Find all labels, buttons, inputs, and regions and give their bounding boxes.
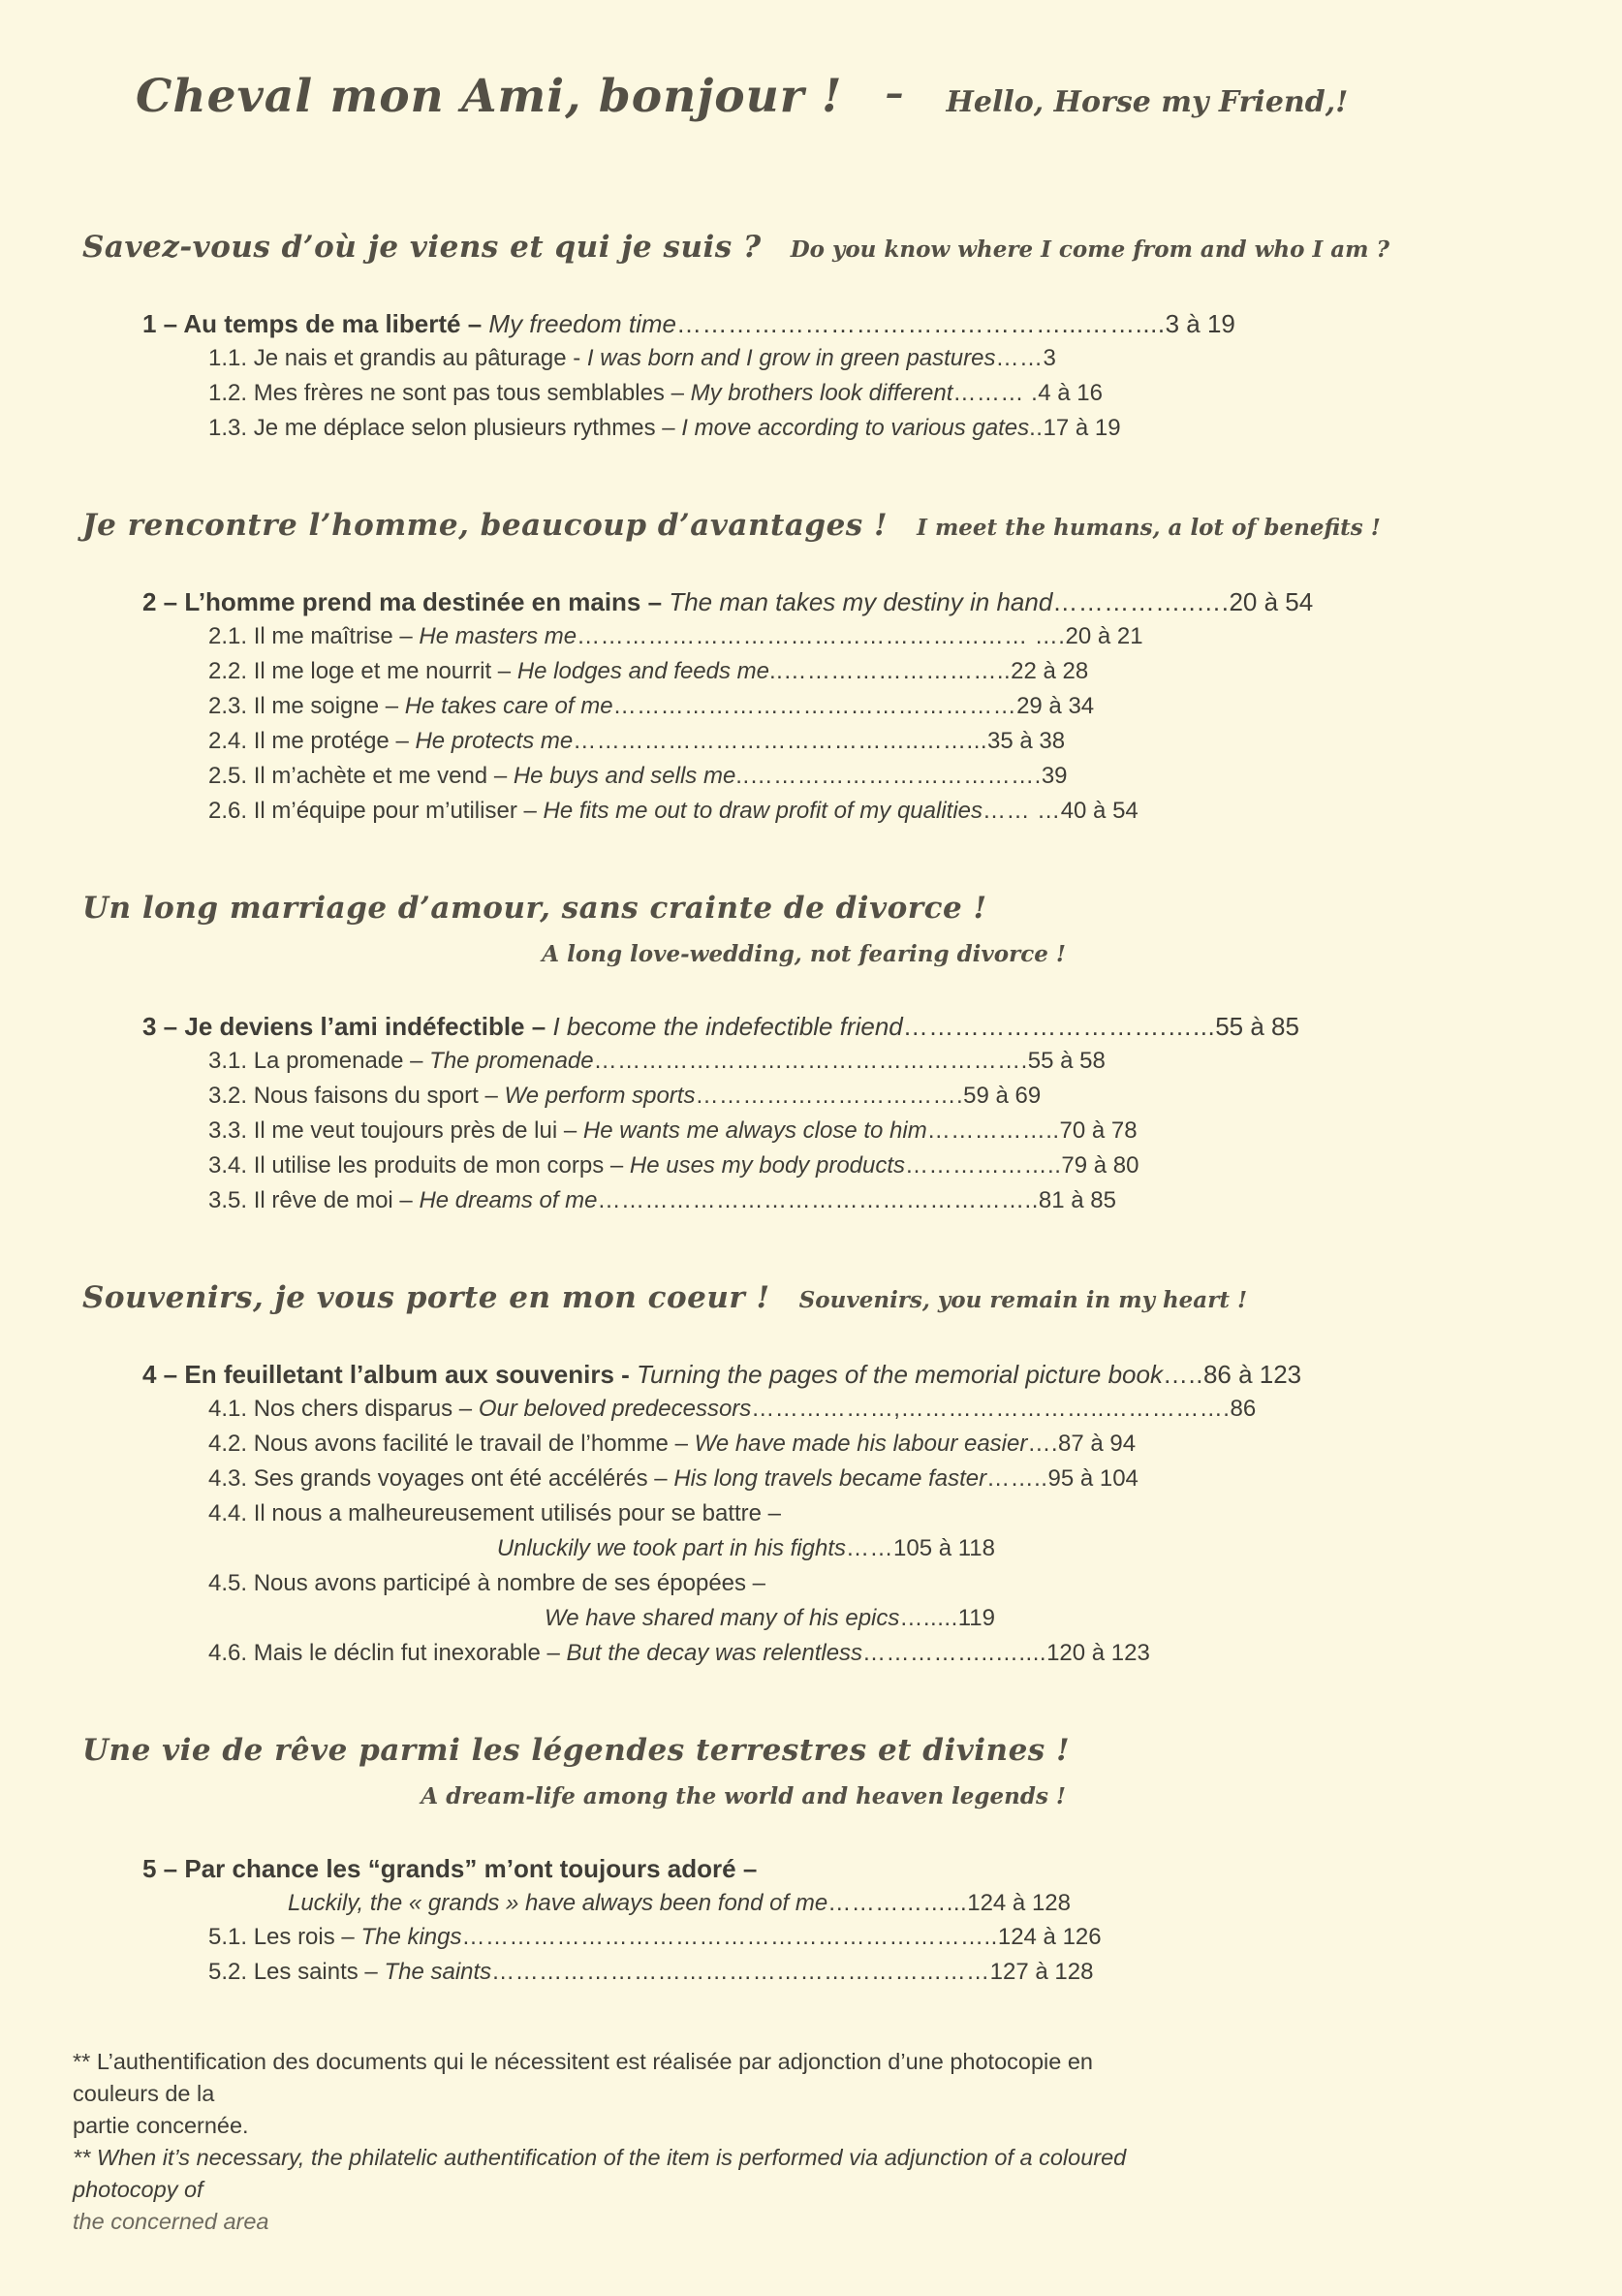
- item-fr: Nous faisons du sport –: [253, 1083, 498, 1109]
- item-en: Our beloved predecessors: [478, 1396, 752, 1422]
- chapter-2-line: [142, 585, 1583, 619]
- item-fr: Ses grands voyages ont été accélérés –: [253, 1465, 668, 1492]
- footnote-en-line-2: the concerned area: [73, 2209, 269, 2234]
- page-title: [136, 70, 1583, 123]
- section-3-heading-en: A long love-wedding, not fearing divorce !: [542, 941, 1066, 967]
- item-en: He uses my body products: [629, 1152, 906, 1179]
- leader-dots: ……: [846, 1535, 893, 1561]
- section-2-heading-en: I meet the humans, a lot of benefits !: [917, 515, 1381, 541]
- item-num: 1.3.: [208, 415, 248, 441]
- item-en: The promenade: [429, 1048, 594, 1074]
- item-fr: Je me déplace selon plusieurs rythmes –: [253, 415, 675, 441]
- item-en: Unluckily we took part in his fights: [496, 1535, 846, 1561]
- item-en: His long travels became faster: [673, 1465, 987, 1492]
- leader-dots: ……… .: [952, 380, 1039, 406]
- toc-item-4-5-continuation: [208, 1601, 995, 1636]
- section-4-heading: [82, 1280, 1583, 1315]
- item-pages: 40 à 54: [1060, 798, 1139, 824]
- chapter-5-line: [142, 1852, 1583, 1920]
- toc-item-1-2: [208, 376, 1583, 411]
- leader-dots: ……………………………………………: [612, 693, 1017, 719]
- item-num: 2.6.: [208, 798, 248, 824]
- chapter-5-pages: 124 à 128: [967, 1890, 1071, 1916]
- item-fr: Les saints –: [253, 1959, 378, 1985]
- toc-item-1-3: [208, 411, 1583, 446]
- chapter-2-en: The man takes my destiny in hand: [669, 587, 1053, 616]
- toc-item-4-2: [208, 1427, 1583, 1462]
- item-en: We have made his labour easier: [694, 1431, 1028, 1457]
- toc-section-1: [82, 230, 1583, 446]
- toc-item-3-4: [208, 1148, 1583, 1183]
- item-fr: Il m’achète et me vend –: [253, 763, 508, 789]
- item-fr: Il me maîtrise –: [253, 623, 413, 649]
- leader-dots: ……………..…....: [862, 1640, 1047, 1666]
- chapter-2-pages: 20 à 54: [1229, 587, 1314, 616]
- section-1-heading-en: Do you know where I come from and who I am ?: [790, 236, 1389, 263]
- item-num: 4.5.: [208, 1570, 248, 1596]
- toc-item-3-2: [208, 1079, 1583, 1114]
- chapter-5-label: 5 – Par chance les “grands” m’ont toujours adoré –: [142, 1854, 758, 1883]
- item-en: We have shared many of his epics: [544, 1605, 900, 1631]
- item-pages: 55 à 58: [1027, 1048, 1106, 1074]
- section-2-heading: [82, 508, 1583, 543]
- item-num: 3.2.: [208, 1083, 248, 1109]
- item-fr: Il nous a malheureusement utilisés pour se battre –: [253, 1500, 782, 1526]
- item-pages: 86: [1230, 1396, 1257, 1422]
- leader-dots: ..………………………..: [769, 658, 1012, 684]
- leader-dots: ………………,……………………..…………….: [751, 1396, 1231, 1422]
- item-en: He lodges and feeds me: [516, 658, 769, 684]
- item-pages: 105 à 118: [893, 1535, 995, 1561]
- footnote-fr-line-2: partie concernée.: [73, 2113, 249, 2138]
- chapter-5-continuation: [142, 1886, 1071, 1920]
- leader-dots: ……………..: [926, 1117, 1060, 1144]
- toc-item-3-5: [208, 1183, 1583, 1218]
- chapter-3-line: [142, 1010, 1583, 1044]
- item-fr: Il utilise les produits de mon corps –: [253, 1152, 624, 1179]
- toc-item-2-2: [208, 654, 1583, 689]
- item-num: 3.1.: [208, 1048, 248, 1074]
- item-pages: 120 à 123: [1046, 1640, 1150, 1666]
- item-num: 1.1.: [208, 345, 248, 371]
- toc-item-3-1: [208, 1044, 1583, 1079]
- toc-section-5: [82, 1733, 1583, 1990]
- item-en: But the decay was relentless: [566, 1640, 863, 1666]
- item-en: My brothers look different: [690, 380, 953, 406]
- item-pages: 39: [1041, 763, 1068, 789]
- toc-item-2-5: [208, 759, 1583, 794]
- item-pages: 22 à 28: [1011, 658, 1089, 684]
- leader-dots: ………………………………………………………: [491, 1959, 990, 1985]
- toc-item-5-1: [208, 1920, 1583, 1955]
- item-en: He dreams of me: [419, 1187, 598, 1213]
- leader-dots: ………………………………………………..: [597, 1187, 1039, 1213]
- item-fr: Nous avons facilité le travail de l’homme –: [253, 1431, 688, 1457]
- chapter-5-en: Luckily, the « grands » have always been fond of me: [287, 1890, 828, 1916]
- item-num: 3.3.: [208, 1117, 248, 1144]
- toc-item-4-5: [208, 1566, 1583, 1636]
- section-3-heading: [82, 891, 1583, 967]
- toc-item-5-2: [208, 1955, 1583, 1990]
- item-fr: Il me loge et me nourrit –: [253, 658, 512, 684]
- item-pages: 81 à 85: [1038, 1187, 1116, 1213]
- toc-item-4-3: [208, 1462, 1583, 1496]
- item-num: 2.5.: [208, 763, 248, 789]
- leader-dots: ………………………….…...: [902, 1012, 1216, 1041]
- footnote-en-line-1: ** When it’s necessary, the philatelic authentification of the item is performed via adjunction of a coloured photocopy of: [73, 2145, 1127, 2202]
- leader-dots: …………………………………………………………..: [461, 1924, 998, 1950]
- footnote-fr-line-1: ** L’authentification des documents qui le nécessitent est réalisée par adjonction d’une photocopie en couleurs de la: [73, 2049, 1093, 2106]
- chapter-1-en: My freedom time: [488, 309, 677, 338]
- item-pages: 127 à 128: [989, 1959, 1094, 1985]
- item-en: He fits me out to draw profit of my qualities: [543, 798, 983, 824]
- item-fr: Il m’équipe pour m’utiliser –: [253, 798, 537, 824]
- item-pages: 87 à 94: [1058, 1431, 1137, 1457]
- chapter-4-en: Turning the pages of the memorial picture book: [637, 1360, 1163, 1389]
- leader-dots: ……………………………………………….: [593, 1048, 1028, 1074]
- item-num: 2.2.: [208, 658, 248, 684]
- leader-dots: …… …: [983, 798, 1061, 824]
- item-en: The saints: [384, 1959, 492, 1985]
- item-pages: 124 à 126: [997, 1924, 1102, 1950]
- leader-dots: ………………………………………………… ….: [577, 623, 1066, 649]
- item-en: He takes care of me: [404, 693, 613, 719]
- toc-item-2-4: [208, 724, 1583, 759]
- item-pages: 59 à 69: [963, 1083, 1042, 1109]
- section-1-heading: [82, 230, 1583, 265]
- item-fr: Il me veut toujours près de lui –: [253, 1117, 577, 1144]
- leader-dots: ………………..: [905, 1152, 1062, 1179]
- chapter-1-pages: 3 à 19: [1165, 309, 1235, 338]
- item-en: He protects me: [415, 728, 574, 754]
- chapter-4-line: [142, 1358, 1583, 1392]
- section-4-heading-fr: Souvenirs, je vous porte en mon coeur !: [82, 1280, 770, 1315]
- title-french: Cheval mon Ami, bonjour !: [136, 70, 843, 123]
- chapter-3-pages: 55 à 85: [1215, 1012, 1299, 1041]
- toc-item-1-1: [208, 341, 1583, 376]
- item-fr: Il me protége –: [253, 728, 409, 754]
- footnotes: [73, 2046, 1168, 2238]
- leader-dots: …………………………….: [695, 1083, 964, 1109]
- toc-section-4: [82, 1280, 1583, 1671]
- item-fr: Nos chers disparus –: [253, 1396, 473, 1422]
- toc-section-2: [82, 508, 1583, 829]
- item-num: 2.3.: [208, 693, 248, 719]
- item-en: We perform sports: [504, 1083, 696, 1109]
- title-english: Hello, Horse my Friend,!: [946, 85, 1349, 119]
- chapter-3-label: 3 – Je deviens l’ami indéfectible –: [142, 1012, 546, 1041]
- item-num: 4.3.: [208, 1465, 248, 1492]
- item-en: I move according to various gates: [681, 415, 1030, 441]
- chapter-4-pages: 86 à 123: [1202, 1360, 1302, 1389]
- item-pages: 4 à 16: [1038, 380, 1103, 406]
- leader-dots: ..: [1029, 415, 1044, 441]
- section-5-heading-en: A dream-life among the world and heaven legends !: [421, 1783, 1066, 1809]
- item-pages: 35 à 38: [987, 728, 1066, 754]
- item-en: I was born and I grow in green pastures: [586, 345, 996, 371]
- item-en: He masters me: [419, 623, 577, 649]
- item-num: 3.5.: [208, 1187, 248, 1213]
- section-5-heading-fr: Une vie de rêve parmi les légendes terrestres et divines !: [82, 1733, 1071, 1768]
- item-fr: Il me soigne –: [253, 693, 399, 719]
- toc-item-3-3: [208, 1114, 1583, 1148]
- title-separator-dash: –: [885, 71, 904, 114]
- item-num: 3.4.: [208, 1152, 248, 1179]
- section-2-heading-fr: Je rencontre l’homme, beaucoup d’avantages !: [82, 508, 889, 543]
- item-num: 1.2.: [208, 380, 248, 406]
- leader-dots: ……………..….: [1052, 587, 1230, 616]
- leader-dots: …..: [1162, 1360, 1203, 1389]
- chapter-2-label: 2 – L’homme prend ma destinée en mains –: [142, 587, 663, 616]
- item-fr: Mais le déclin fut inexorable –: [253, 1640, 560, 1666]
- section-4-heading-en: Souvenirs, you remain in my heart !: [798, 1287, 1248, 1313]
- item-fr: La promenade –: [253, 1048, 423, 1074]
- item-pages: 29 à 34: [1016, 693, 1095, 719]
- item-fr: Nous avons participé à nombre de ses épopées –: [253, 1570, 766, 1596]
- item-pages: 17 à 19: [1043, 415, 1121, 441]
- chapter-4-label: 4 – En feuilletant l’album aux souvenirs -: [142, 1360, 630, 1389]
- leader-dots: ……………………………………..……...: [573, 728, 988, 754]
- item-fr: Je nais et grandis au pâturage -: [253, 345, 581, 371]
- item-num: 5.1.: [208, 1924, 248, 1950]
- leader-dots: ……………...: [827, 1890, 968, 1916]
- toc-item-2-3: [208, 689, 1583, 724]
- section-3-heading-fr: Un long marriage d’amour, sans crainte de divorce !: [82, 891, 987, 926]
- toc-section-3: [82, 891, 1583, 1218]
- item-num: 4.2.: [208, 1431, 248, 1457]
- toc-item-4-4-continuation: [208, 1531, 995, 1566]
- item-en: The kings: [360, 1924, 462, 1950]
- item-fr: Il rêve de moi –: [253, 1187, 413, 1213]
- item-pages: 20 à 21: [1065, 623, 1143, 649]
- chapter-3-en: I become the indefectible friend: [552, 1012, 903, 1041]
- item-pages: 70 à 78: [1059, 1117, 1138, 1144]
- toc-item-4-1: [208, 1392, 1583, 1427]
- item-pages: 79 à 80: [1061, 1152, 1139, 1179]
- leader-dots: ………………………………………...……....: [676, 309, 1166, 338]
- item-num: 2.4.: [208, 728, 248, 754]
- item-num: 5.2.: [208, 1959, 248, 1985]
- item-en: He buys and sells me: [513, 763, 736, 789]
- item-fr: Mes frères ne sont pas tous semblables –: [253, 380, 684, 406]
- toc-item-2-6: [208, 794, 1583, 829]
- leader-dots: ……..: [986, 1465, 1048, 1492]
- leader-dots: ….: [1027, 1431, 1059, 1457]
- item-num: 4.6.: [208, 1640, 248, 1666]
- item-num: 4.4.: [208, 1500, 248, 1526]
- leader-dots: ..……………………………….: [735, 763, 1042, 789]
- item-pages: 95 à 104: [1047, 1465, 1139, 1492]
- chapter-1-line: [142, 307, 1583, 341]
- leader-dots: ……: [995, 345, 1044, 371]
- item-pages: 119: [957, 1605, 995, 1631]
- item-num: 2.1.: [208, 623, 248, 649]
- item-fr: Les rois –: [253, 1924, 355, 1950]
- section-5-heading: [82, 1733, 1583, 1809]
- item-en: He wants me always close to him: [582, 1117, 927, 1144]
- chapter-1-label: 1 – Au temps de ma liberté –: [142, 309, 483, 338]
- item-num: 4.1.: [208, 1396, 248, 1422]
- toc-item-4-4: [208, 1496, 1583, 1566]
- section-1-heading-fr: Savez-vous d’où je viens et qui je suis ?: [82, 230, 762, 265]
- toc-item-2-1: [208, 619, 1583, 654]
- toc-item-4-6: [208, 1636, 1583, 1671]
- item-pages: 3: [1043, 345, 1056, 371]
- leader-dots: ….....: [899, 1605, 958, 1631]
